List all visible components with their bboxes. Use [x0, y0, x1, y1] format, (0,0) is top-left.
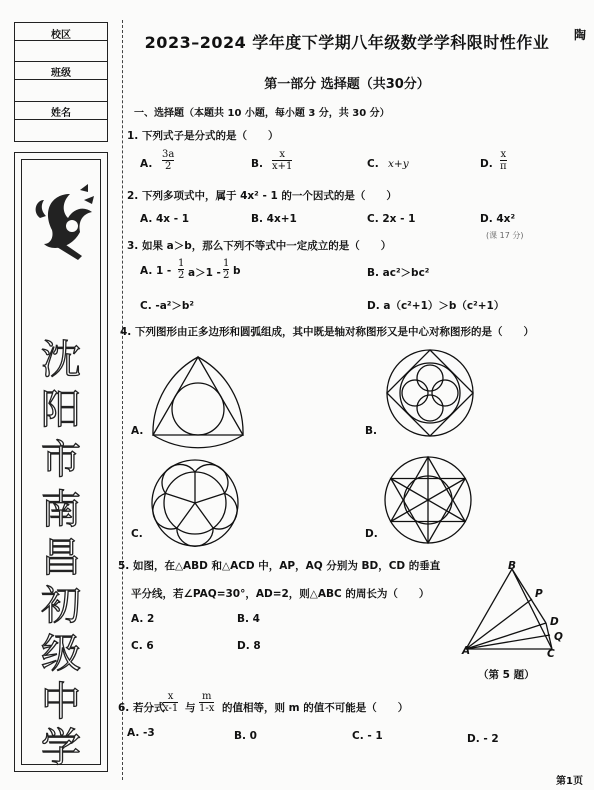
q5-option-a: A. 2: [131, 613, 155, 625]
q4-option-d: D.: [365, 528, 378, 540]
q1-option-b-label: B.: [251, 158, 263, 170]
q4-figure-d: [383, 455, 473, 545]
q2-stem: 2. 下列多项式中，属于 4x² - 1 的一个因式的是（ ）: [127, 190, 397, 202]
q6-f2-numerator: m: [201, 691, 212, 702]
q4-figure-a: [148, 355, 248, 445]
q4-stem: 4. 下列图形由正多边形和圆弧组成，其中既是轴对称图形又是中心对称图形的是（ ）: [120, 326, 534, 338]
q1-option-a-label: A.: [140, 158, 153, 170]
q6-f1-numerator: x: [167, 691, 174, 702]
phoenix-logo-icon: [22, 160, 100, 290]
q1-option-c-label: C.: [367, 158, 379, 170]
q1-b-numerator: x: [279, 149, 286, 160]
school-char-7: 级: [41, 631, 81, 677]
q6-f2-denominator: 1-x: [199, 703, 215, 714]
school-char-4: 南: [41, 487, 81, 533]
q3-option-a-suffix: b: [233, 265, 241, 277]
q6-fraction-2: [199, 691, 214, 714]
q4-option-a: A.: [131, 425, 144, 437]
q1-a-numerator: 3a: [162, 149, 175, 160]
class-divider: [15, 79, 107, 80]
point-label-q: Q: [554, 631, 563, 643]
q1-b-denominator: x+1: [272, 161, 293, 172]
campus-label: 校区: [51, 30, 71, 41]
q3-option-d: D. a（c²+1）＞b（c²+1）: [367, 300, 505, 312]
campus-divider: [15, 40, 107, 41]
q1-a-denominator: 2: [164, 161, 172, 172]
point-label-p: P: [535, 588, 543, 600]
q4-figure-b: [385, 348, 475, 438]
q6-suffix: 的值相等，则 m 的值不可能是（ ）: [222, 702, 409, 714]
school-char-5: 昌: [41, 535, 81, 581]
q5-option-c: C. 6: [131, 640, 154, 652]
q1-option-d-fraction: [500, 149, 507, 172]
binding-cut-line: [122, 20, 123, 780]
q1-d-denominator: π: [500, 161, 507, 172]
q4-figure-c: [150, 458, 240, 548]
q3-a-half-2: [223, 258, 229, 281]
q5-option-d: D. 8: [237, 640, 261, 652]
page-number: 第1页: [556, 776, 583, 787]
q3-a-half-1: [178, 258, 184, 281]
q2-option-c: C. 2x - 1: [367, 213, 416, 225]
name-divider-top: [15, 101, 107, 102]
school-char-3: 市: [41, 437, 81, 483]
q3-half-num: 1: [178, 258, 185, 269]
school-char-6: 初: [41, 583, 81, 629]
q5-option-b: B. 4: [237, 613, 260, 625]
corner-mark: 陶: [574, 28, 587, 42]
point-label-b: B: [508, 560, 517, 572]
q6-option-d: D. - 2: [467, 733, 499, 745]
point-label-c: C: [547, 648, 555, 660]
school-char-2: 阳: [41, 387, 81, 433]
school-char-1: 沈: [41, 337, 81, 383]
class-label: 班级: [51, 68, 71, 79]
part-title: 第一部分 选择题（共30分）: [264, 77, 430, 92]
margin-note: (课 17 分): [486, 231, 524, 240]
q6-option-b: B. 0: [234, 730, 257, 742]
q3-half-den: 2: [223, 270, 230, 281]
q6-prefix: 6. 若分式: [118, 702, 165, 714]
q3-option-c: C. -a²＞b²: [140, 300, 195, 312]
q3-stem: 3. 如果 a＞b，那么下列不等式中一定成立的是（ ）: [127, 240, 392, 252]
q4-option-b: B.: [365, 425, 377, 437]
q3-option-a-middle: a＞1 -: [188, 267, 221, 279]
q1-option-a-fraction: [162, 149, 174, 172]
section-heading: 一、选择题（本题共 10 小题，每小题 3 分，共 30 分）: [134, 108, 390, 119]
q2-option-a: A. 4x - 1: [140, 213, 190, 225]
name-divider: [15, 119, 107, 120]
point-label-a: A: [462, 645, 471, 657]
q3-option-a-prefix: A. 1 -: [140, 265, 172, 277]
q5-line-2: 平分线，若∠PAQ=30°，AD=2，则△ABC 的周长为（ ）: [131, 588, 430, 600]
q6-option-c: C. - 1: [352, 730, 383, 742]
q1-d-numerator: x: [500, 149, 507, 160]
name-label: 姓名: [51, 108, 71, 119]
q5-figure-caption: （第 5 题）: [478, 669, 535, 681]
q3-half-num: 1: [223, 258, 230, 269]
q6-fraction-1: [163, 691, 178, 714]
school-name-panel: [14, 152, 108, 772]
q2-option-d: D. 4x²: [480, 213, 516, 225]
q2-option-b: B. 4x+1: [251, 213, 297, 225]
class-divider-top: [15, 61, 107, 62]
q3-option-b: B. ac²＞bc²: [367, 267, 430, 279]
q1-option-d-label: D.: [480, 158, 493, 170]
q4-option-c: C.: [131, 528, 143, 540]
school-char-9: 学: [41, 725, 81, 771]
school-char-8: 中: [41, 679, 81, 725]
point-label-d: D: [550, 616, 559, 628]
q3-half-den: 2: [178, 270, 185, 281]
q1-option-c: x+y: [388, 158, 409, 170]
q6-option-a: A. -3: [127, 727, 155, 739]
exam-title: 2023–2024 学年度下学期八年级数学学科限时性作业: [144, 33, 550, 52]
q1-stem: 1. 下列式子是分式的是（ ）: [127, 130, 279, 142]
q5-line-1: 5. 如图，在△ABD 和△ACD 中，AP，AQ 分别为 BD，CD 的垂直: [118, 560, 441, 572]
q6-connector: 与: [185, 702, 196, 714]
q6-f1-denominator: x-1: [163, 703, 179, 714]
q1-option-b-fraction: [272, 149, 292, 172]
school-name-inner-frame: [21, 159, 101, 771]
student-info-box: [14, 22, 108, 142]
